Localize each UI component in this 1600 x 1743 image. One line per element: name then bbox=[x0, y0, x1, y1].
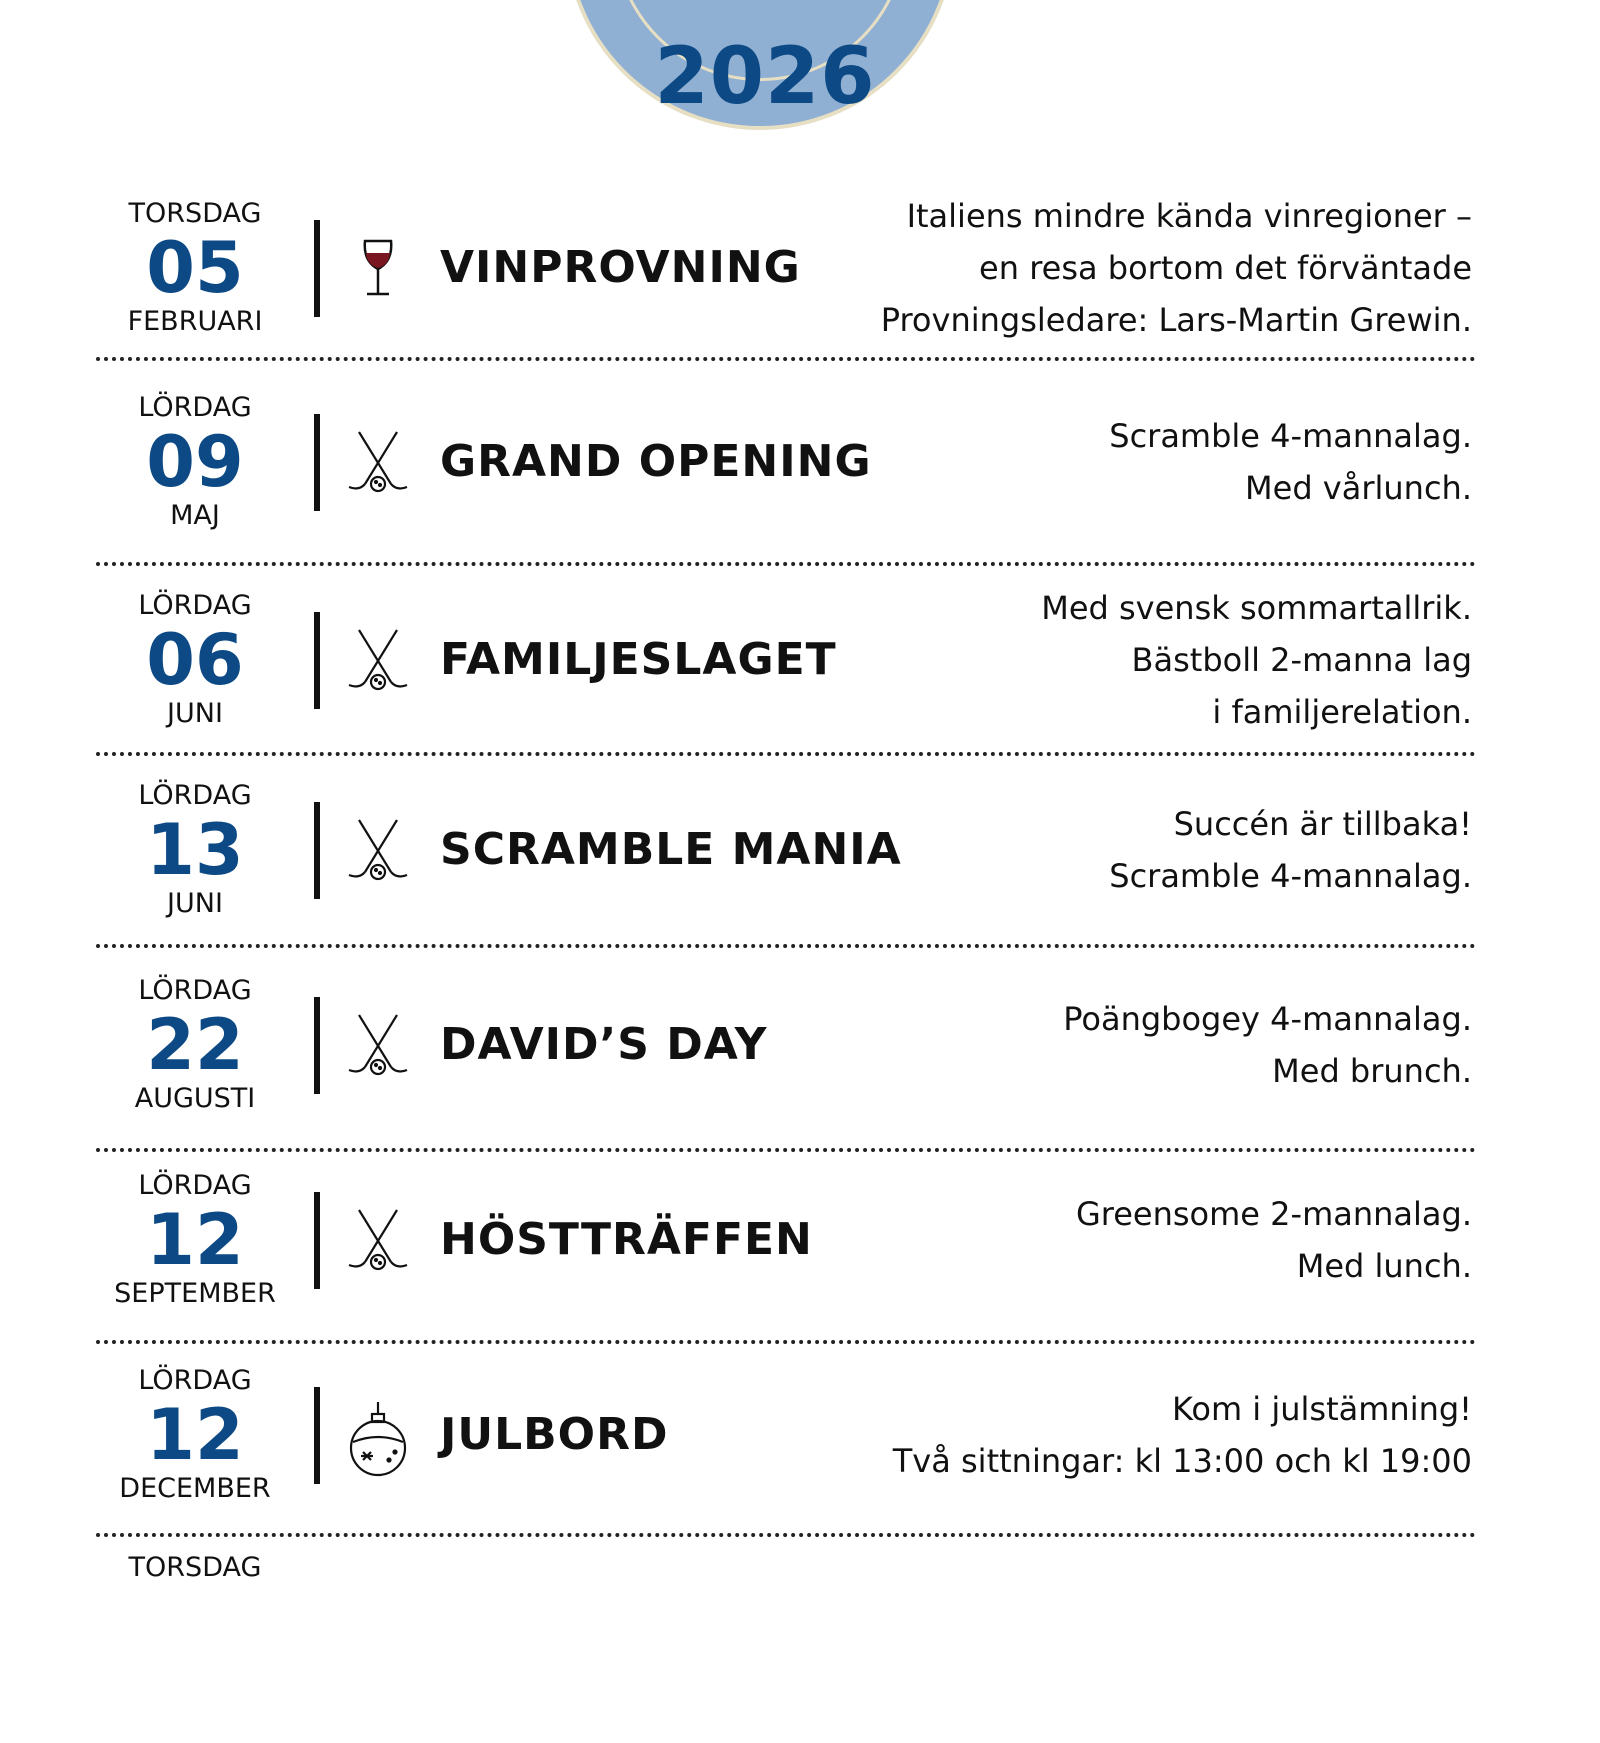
event-date bbox=[90, 950, 300, 1140]
event-title: DAVID’S DAY bbox=[440, 1019, 768, 1070]
event-description bbox=[1076, 1145, 1472, 1335]
event-date bbox=[90, 173, 300, 363]
event-weekday: LÖRDAG bbox=[138, 780, 252, 811]
event-description-line: Bästboll 2-manna lag bbox=[1131, 641, 1472, 679]
event-description-line: Poängbogey 4-mannalag. bbox=[1063, 1000, 1472, 1038]
event-description-line: Med lunch. bbox=[1296, 1247, 1472, 1285]
golf-clubs-icon bbox=[345, 1207, 411, 1273]
event-description-line: Greensome 2-mannalag. bbox=[1075, 1195, 1472, 1233]
event-row bbox=[0, 367, 1600, 557]
event-description-line: Med svensk sommartallrik. bbox=[1041, 589, 1472, 627]
event-weekday: TORSDAG bbox=[128, 1552, 262, 1583]
event-description bbox=[1063, 950, 1472, 1140]
event-row bbox=[0, 1145, 1600, 1335]
event-day: 22 bbox=[146, 1004, 244, 1086]
event-date bbox=[90, 1340, 300, 1530]
event-month: SEPTEMBER bbox=[114, 1278, 276, 1309]
separator-bar bbox=[314, 802, 320, 899]
event-row bbox=[0, 565, 1600, 755]
event-description-line: Provningsledare: Lars-Martin Grewin. bbox=[880, 301, 1472, 339]
event-description bbox=[1109, 755, 1472, 945]
separator-bar bbox=[314, 220, 320, 317]
event-month: MAJ bbox=[170, 500, 220, 531]
separator-bar bbox=[314, 1192, 320, 1289]
dotted-divider bbox=[96, 944, 1476, 948]
event-row bbox=[0, 173, 1600, 363]
event-row bbox=[0, 1340, 1600, 1530]
year-title: 2026 bbox=[654, 32, 876, 122]
event-month: JUNI bbox=[167, 888, 223, 919]
event-date bbox=[90, 367, 300, 557]
event-month: DECEMBER bbox=[119, 1473, 271, 1504]
event-title: SCRAMBLE MANIA bbox=[440, 824, 902, 875]
event-date bbox=[90, 755, 300, 945]
event-row-partial bbox=[0, 1545, 1600, 1735]
event-weekday: LÖRDAG bbox=[138, 1365, 252, 1396]
wine-glass-icon bbox=[345, 235, 411, 301]
golf-clubs-icon bbox=[345, 1012, 411, 1078]
event-description bbox=[893, 1340, 1472, 1530]
event-description bbox=[1041, 565, 1472, 755]
event-description-line: Med brunch. bbox=[1272, 1052, 1472, 1090]
event-title: HÖSTTRÄFFEN bbox=[440, 1214, 813, 1265]
event-description-line: Italiens mindre kända vinregioner – bbox=[906, 197, 1472, 235]
event-day: 05 bbox=[146, 227, 244, 309]
golf-clubs-icon bbox=[345, 627, 411, 693]
golf-clubs-icon bbox=[345, 429, 411, 495]
separator-bar bbox=[314, 1387, 320, 1484]
event-description-line: Med vårlunch. bbox=[1245, 469, 1472, 507]
event-month: FEBRUARI bbox=[127, 306, 263, 337]
event-description-line: Två sittningar: kl 13:00 och kl 19:00 bbox=[892, 1442, 1472, 1480]
event-weekday: LÖRDAG bbox=[138, 590, 252, 621]
dotted-divider bbox=[96, 357, 1476, 361]
event-day: 12 bbox=[146, 1199, 244, 1281]
event-row bbox=[0, 755, 1600, 945]
event-description bbox=[1109, 367, 1472, 557]
event-title: FAMILJESLAGET bbox=[440, 634, 837, 685]
ornament-icon bbox=[345, 1402, 411, 1468]
golf-clubs-icon bbox=[345, 817, 411, 883]
separator-bar bbox=[314, 414, 320, 511]
event-description-line: i familjerelation. bbox=[1212, 693, 1472, 731]
dotted-divider bbox=[96, 1533, 1476, 1537]
event-weekday: LÖRDAG bbox=[138, 975, 252, 1006]
event-title: VINPROVNING bbox=[440, 242, 801, 293]
event-row bbox=[0, 950, 1600, 1140]
event-day: 13 bbox=[146, 809, 244, 891]
event-date bbox=[90, 565, 300, 755]
event-description-line: Scramble 4-mannalag. bbox=[1109, 857, 1472, 895]
event-weekday: LÖRDAG bbox=[138, 1170, 252, 1201]
event-description bbox=[881, 173, 1472, 363]
event-month: JUNI bbox=[167, 698, 223, 729]
event-day: 12 bbox=[146, 1394, 244, 1476]
event-date bbox=[90, 1145, 300, 1335]
event-description-line: Kom i julstämning! bbox=[1171, 1390, 1472, 1428]
event-day: 06 bbox=[146, 619, 244, 701]
event-date bbox=[90, 1553, 300, 1743]
event-weekday: TORSDAG bbox=[128, 198, 262, 229]
event-title: GRAND OPENING bbox=[440, 436, 872, 487]
event-description-line: Succén är tillbaka! bbox=[1173, 805, 1472, 843]
event-day: 09 bbox=[146, 421, 244, 503]
separator-bar bbox=[314, 612, 320, 709]
event-weekday: LÖRDAG bbox=[138, 392, 252, 423]
event-description-line: Scramble 4-mannalag. bbox=[1109, 417, 1472, 455]
event-month: AUGUSTI bbox=[134, 1083, 256, 1114]
separator-bar bbox=[314, 997, 320, 1094]
event-description-line: en resa bortom det förväntade bbox=[979, 249, 1472, 287]
event-title: JULBORD bbox=[440, 1409, 669, 1460]
